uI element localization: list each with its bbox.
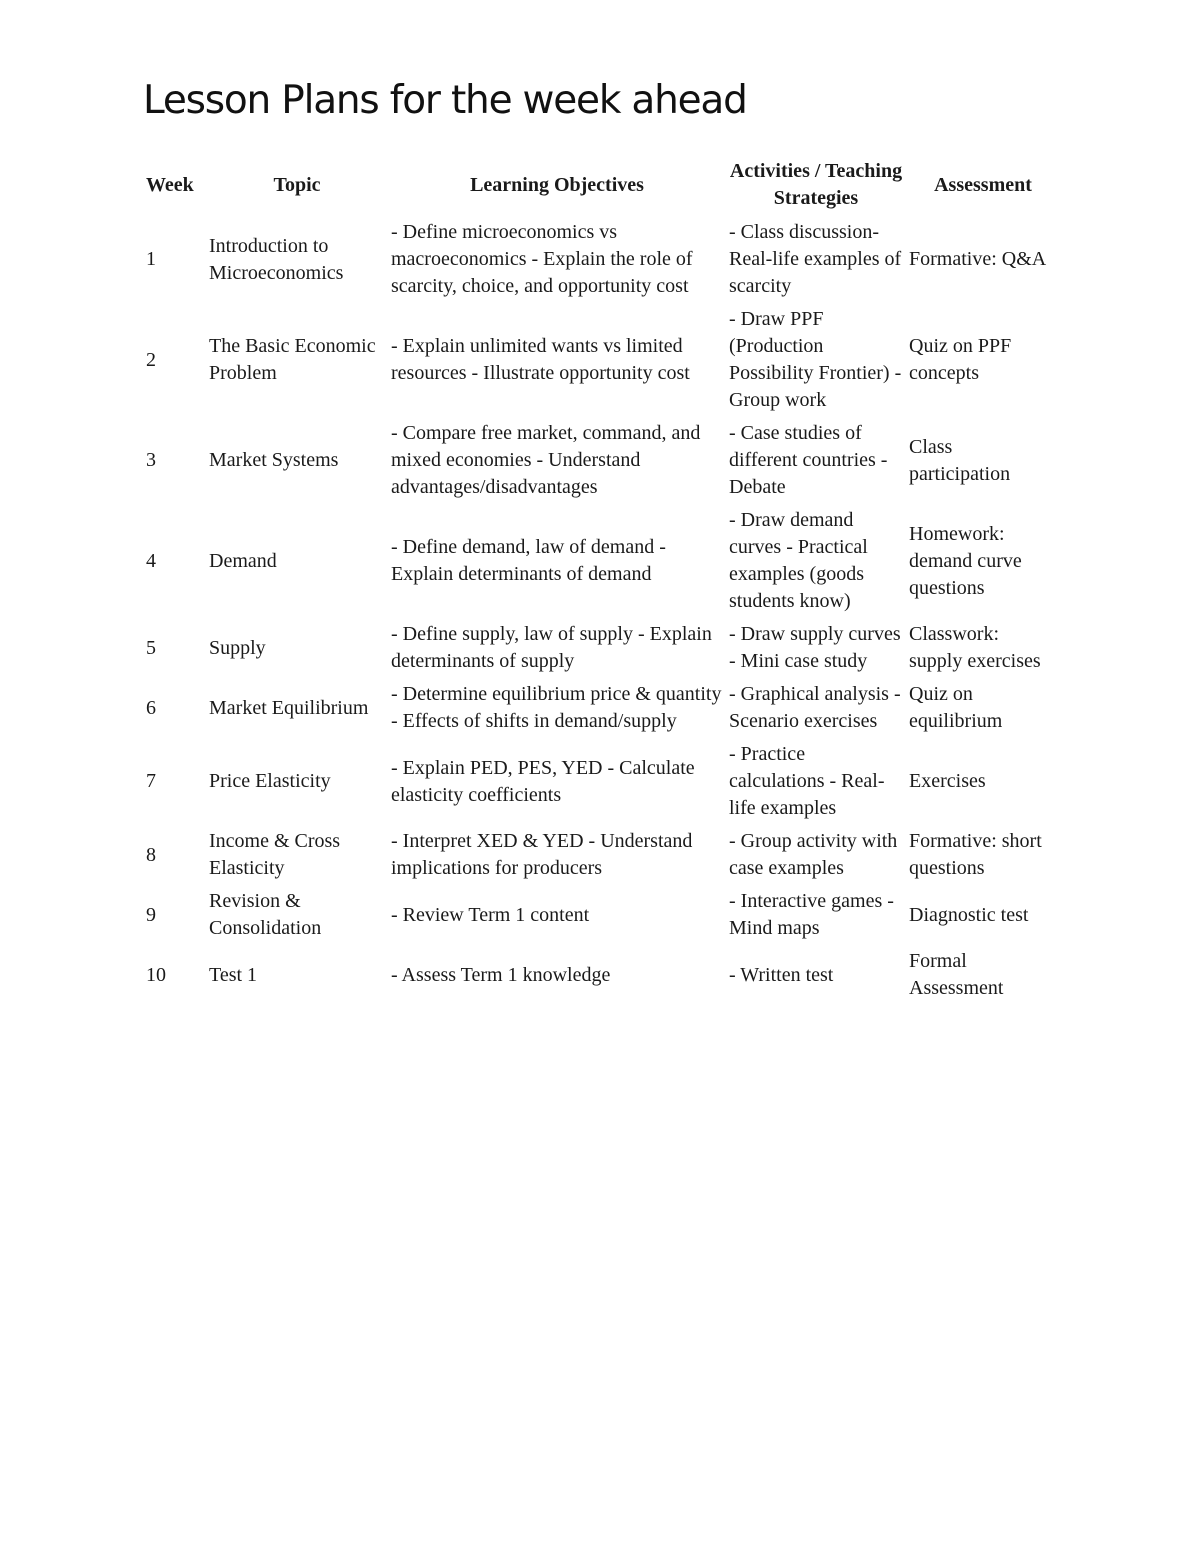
cell-week: 1 <box>146 248 156 270</box>
cell-learning-objectives: - Explain unlimited wants vs limited resources - Illustrate opportunity cost <box>391 335 690 384</box>
cell-week: 8 <box>146 843 156 866</box>
cell-topic: Income & Cross Elasticity <box>209 830 341 879</box>
cell-assessment: Diagnostic test <box>909 903 1029 926</box>
cell-week: 7 <box>146 770 156 792</box>
cell-topic: Test 1 <box>209 963 258 986</box>
cell-week: 2 <box>146 348 156 371</box>
cell-activities: - Practice calculations - Real-life examples <box>729 743 885 819</box>
cell-learning-objectives: - Assess Term 1 knowledge <box>391 963 611 986</box>
cell-learning-objectives: - Determine equilibrium price & quantity - Effects of shifts in demand/supply <box>391 683 722 732</box>
cell-topic: Market Systems <box>209 449 339 471</box>
header-assessment: Assessment <box>934 173 1032 196</box>
table-row <box>140 825 1060 885</box>
cell-topic: Market Equilibrium <box>209 696 369 719</box>
cell-week: 5 <box>146 636 156 659</box>
cell-topic: Price Elasticity <box>209 770 331 792</box>
cell-assessment: Formative: Q&A <box>909 248 1047 270</box>
table-header-row <box>140 158 1060 216</box>
cell-activities: - Draw demand curves - Practical examples (goods students know) <box>729 509 868 612</box>
table-row <box>140 504 1060 618</box>
cell-topic: Demand <box>209 549 277 572</box>
table-row <box>140 618 1060 678</box>
cell-activities: - Graphical analysis - Scenario exercises <box>729 683 901 732</box>
table-row <box>140 678 1060 738</box>
cell-learning-objectives: - Define microeconomics vs macroeconomics - Explain the role of scarcity, choice, and opportunity cost <box>391 221 693 297</box>
table-row <box>140 885 1060 945</box>
table-body <box>140 216 1060 1005</box>
cell-activities: - Interactive games - Mind maps <box>729 890 894 939</box>
cell-learning-objectives: - Compare free market, command, and mixed economies - Understand advantages/disadvantages <box>391 422 701 498</box>
cell-week: 4 <box>146 549 156 572</box>
table-row <box>140 738 1060 825</box>
header-learning-objectives: Learning Objectives <box>470 173 644 196</box>
cell-topic: The Basic Economic Problem <box>209 335 376 384</box>
header-activities: Activities / Teaching Strategies <box>729 160 903 209</box>
table-row <box>140 216 1060 303</box>
header-week: Week <box>146 173 194 196</box>
header-topic: Topic <box>273 173 321 196</box>
cell-week: 3 <box>146 449 156 471</box>
cell-learning-objectives: - Review Term 1 content <box>391 903 590 926</box>
cell-topic: Introduction to Microeconomics <box>209 234 344 284</box>
cell-week: 6 <box>146 696 156 719</box>
cell-activities: - Written test <box>729 963 834 986</box>
cell-activities: - Draw supply curves - Mini case study <box>729 623 901 672</box>
cell-assessment: Classwork: supply exercises <box>909 623 1041 672</box>
cell-assessment: Quiz on PPF concepts <box>909 335 1012 384</box>
cell-assessment: Class participation <box>909 435 1011 485</box>
cell-topic: Revision & Consolidation <box>209 890 322 939</box>
cell-assessment: Homework: demand curve questions <box>909 522 1022 599</box>
table-row <box>140 303 1060 417</box>
cell-assessment: Formative: short questions <box>909 830 1042 879</box>
cell-activities: - Draw PPF (Production Possibility Frontier) - Group work <box>729 308 902 411</box>
table-row <box>140 417 1060 504</box>
page-title: Lesson Plans for the week ahead <box>143 78 747 123</box>
cell-topic: Supply <box>209 636 266 659</box>
cell-activities: - Case studies of different countries - Debate <box>729 422 888 498</box>
cell-activities: - Class discussion- Real-life examples of scarcity <box>729 221 902 297</box>
cell-assessment: Formal Assessment <box>909 950 1004 999</box>
cell-learning-objectives: - Define supply, law of supply - Explain determinants of supply <box>391 623 712 672</box>
cell-learning-objectives: - Explain PED, PES, YED - Calculate elasticity coefficients <box>391 756 695 806</box>
cell-week: 9 <box>146 903 156 926</box>
cell-activities: - Group activity with case examples <box>729 830 898 879</box>
cell-assessment: Quiz on equilibrium <box>909 683 1003 732</box>
cell-week: 10 <box>146 963 166 986</box>
cell-assessment: Exercises <box>909 770 986 792</box>
lesson-plan-table <box>140 158 1060 1005</box>
cell-learning-objectives: - Define demand, law of demand - Explain determinants of demand <box>391 536 666 585</box>
table-row <box>140 945 1060 1005</box>
cell-learning-objectives: - Interpret XED & YED - Understand implications for producers <box>391 830 693 879</box>
